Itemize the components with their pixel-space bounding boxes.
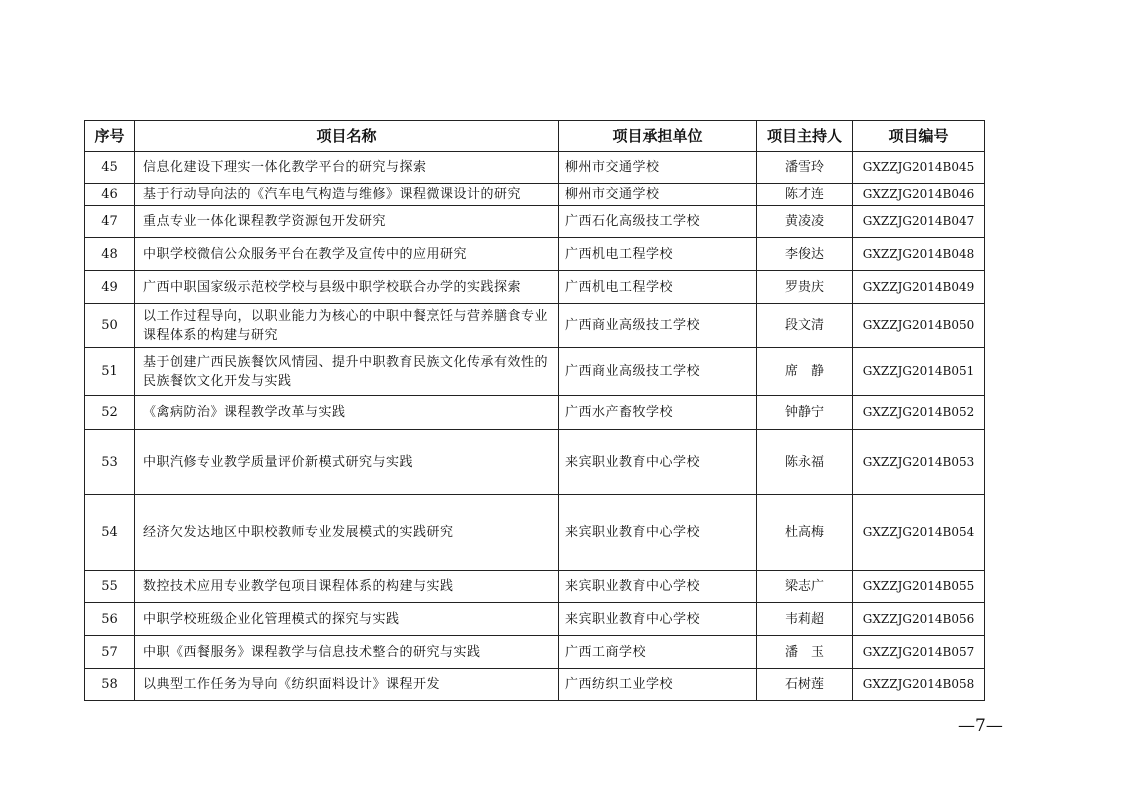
page-number: —7— (958, 716, 1003, 736)
header-code: 项目编号 (853, 121, 985, 152)
row-code: GXZZJG2014B047 (853, 206, 985, 238)
row-host: 段文清 (757, 304, 853, 348)
row-seq: 52 (85, 396, 135, 430)
row-code: GXZZJG2014B055 (853, 571, 985, 603)
row-unit: 来宾职业教育中心学校 (559, 603, 757, 636)
row-unit: 广西商业高级技工学校 (559, 348, 757, 396)
row-seq: 49 (85, 271, 135, 304)
table-row (85, 603, 985, 636)
row-project-name: 中职学校班级企业化管理模式的探究与实践 (135, 603, 559, 636)
table-row (85, 152, 985, 184)
row-project-name: 广西中职国家级示范校学校与县级中职学校联合办学的实践探索 (135, 271, 559, 304)
row-project-name: 以典型工作任务为导向《纺织面料设计》课程开发 (135, 669, 559, 701)
row-unit: 广西纺织工业学校 (559, 669, 757, 701)
row-code: GXZZJG2014B046 (853, 184, 985, 206)
table-row (85, 495, 985, 571)
row-host: 梁志广 (757, 571, 853, 603)
row-seq: 46 (85, 184, 135, 206)
table-body (85, 152, 985, 701)
row-project-name: 《禽病防治》课程教学改革与实践 (135, 396, 559, 430)
row-host: 李俊达 (757, 238, 853, 271)
row-host: 潘雪玲 (757, 152, 853, 184)
row-seq: 50 (85, 304, 135, 348)
row-project-name: 重点专业一体化课程教学资源包开发研究 (135, 206, 559, 238)
project-table (84, 120, 985, 701)
row-unit: 广西水产畜牧学校 (559, 396, 757, 430)
table-row (85, 669, 985, 701)
row-unit: 来宾职业教育中心学校 (559, 430, 757, 495)
table-row (85, 571, 985, 603)
row-project-name: 基于行动导向法的《汽车电气构造与维修》课程微课设计的研究 (135, 184, 559, 206)
row-code: GXZZJG2014B045 (853, 152, 985, 184)
row-seq: 45 (85, 152, 135, 184)
row-host: 杜高梅 (757, 495, 853, 571)
row-code: GXZZJG2014B056 (853, 603, 985, 636)
row-seq: 47 (85, 206, 135, 238)
row-unit: 广西商业高级技工学校 (559, 304, 757, 348)
table-row (85, 271, 985, 304)
header-unit: 项目承担单位 (559, 121, 757, 152)
row-host: 潘 玉 (757, 636, 853, 669)
row-code: GXZZJG2014B053 (853, 430, 985, 495)
row-seq: 57 (85, 636, 135, 669)
row-seq: 54 (85, 495, 135, 571)
row-code: GXZZJG2014B049 (853, 271, 985, 304)
row-seq: 51 (85, 348, 135, 396)
row-host: 黄凌凌 (757, 206, 853, 238)
row-seq: 56 (85, 603, 135, 636)
row-code: GXZZJG2014B054 (853, 495, 985, 571)
table-row (85, 348, 985, 396)
row-unit: 来宾职业教育中心学校 (559, 495, 757, 571)
row-host: 陈永福 (757, 430, 853, 495)
row-code: GXZZJG2014B052 (853, 396, 985, 430)
row-code: GXZZJG2014B051 (853, 348, 985, 396)
table-row (85, 430, 985, 495)
row-host: 韦莉超 (757, 603, 853, 636)
table-header-row (85, 121, 985, 152)
table-row (85, 304, 985, 348)
row-host: 钟静宁 (757, 396, 853, 430)
row-unit: 广西石化高级技工学校 (559, 206, 757, 238)
row-seq: 53 (85, 430, 135, 495)
header-seq: 序号 (85, 121, 135, 152)
table-row (85, 396, 985, 430)
row-project-name: 中职学校微信公众服务平台在教学及宣传中的应用研究 (135, 238, 559, 271)
row-project-name: 经济欠发达地区中职校教师专业发展模式的实践研究 (135, 495, 559, 571)
row-unit: 柳州市交通学校 (559, 152, 757, 184)
row-unit: 广西机电工程学校 (559, 238, 757, 271)
row-unit: 广西机电工程学校 (559, 271, 757, 304)
row-project-name: 信息化建设下理实一体化教学平台的研究与探索 (135, 152, 559, 184)
table-row (85, 206, 985, 238)
row-unit: 广西工商学校 (559, 636, 757, 669)
table-row (85, 184, 985, 206)
header-host: 项目主持人 (757, 121, 853, 152)
row-code: GXZZJG2014B050 (853, 304, 985, 348)
row-project-name: 数控技术应用专业教学包项目课程体系的构建与实践 (135, 571, 559, 603)
row-seq: 55 (85, 571, 135, 603)
row-project-name: 以工作过程导向，以职业能力为核心的中职中餐烹饪与营养膳食专业课程体系的构建与研究 (135, 304, 559, 348)
row-host: 石树莲 (757, 669, 853, 701)
row-code: GXZZJG2014B057 (853, 636, 985, 669)
table-row (85, 238, 985, 271)
row-project-name: 中职《西餐服务》课程教学与信息技术整合的研究与实践 (135, 636, 559, 669)
row-host: 罗贵庆 (757, 271, 853, 304)
row-project-name: 基于创建广西民族餐饮风情园、提升中职教育民族文化传承有效性的民族餐饮文化开发与实践 (135, 348, 559, 396)
row-seq: 58 (85, 669, 135, 701)
header-project-name: 项目名称 (135, 121, 559, 152)
row-unit: 柳州市交通学校 (559, 184, 757, 206)
row-code: GXZZJG2014B058 (853, 669, 985, 701)
row-host: 席 静 (757, 348, 853, 396)
row-project-name: 中职汽修专业教学质量评价新模式研究与实践 (135, 430, 559, 495)
row-code: GXZZJG2014B048 (853, 238, 985, 271)
row-unit: 来宾职业教育中心学校 (559, 571, 757, 603)
row-host: 陈才连 (757, 184, 853, 206)
row-seq: 48 (85, 238, 135, 271)
table-row (85, 636, 985, 669)
